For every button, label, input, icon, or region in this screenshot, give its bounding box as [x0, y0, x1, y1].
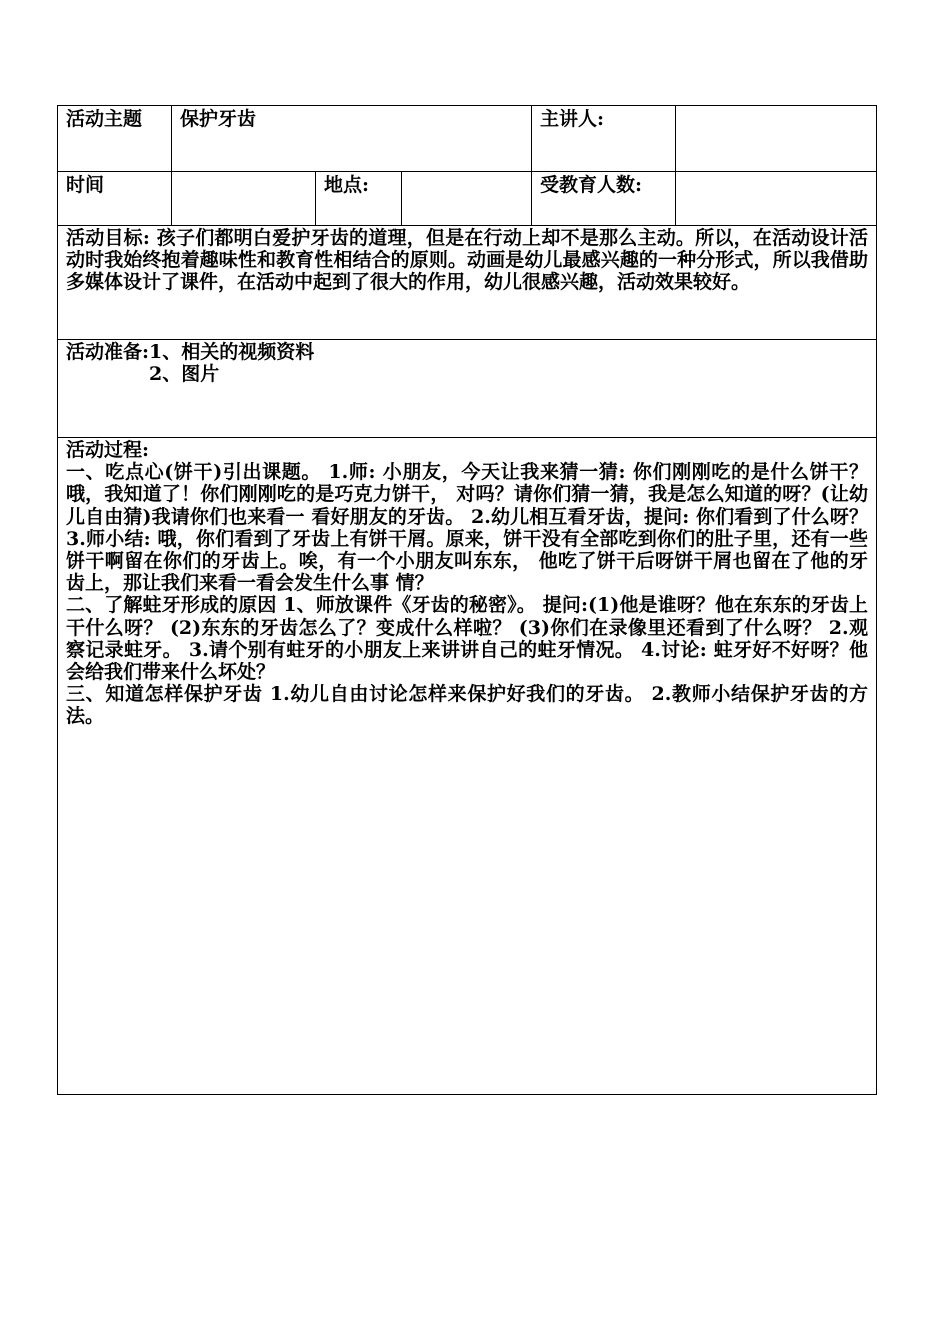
goal-text: 活动目标: 孩子们都明白爱护牙齿的道理，但是在行动上却不是那么主动。所以，在活动设计活动时我始终抱着趣味性和教育性相结合的原则。动画是幼儿最感兴趣的一种分形式，所以我借助多媒体设计了课件，在活动中起到了很大的作用，幼儿很感兴趣，活动效果较好。	[66, 227, 868, 294]
topic-value-cell	[172, 106, 532, 172]
audience-value-cell	[676, 172, 876, 226]
preparation-item: 2、图片	[149, 363, 220, 386]
location-label-cell	[316, 172, 402, 226]
process-step-2: 二、了解蛀牙形成的原因 1、师放课件《牙齿的秘密》。 提问:(1)他是谁呀？他在东东的牙齿上干什么呀？ (2)东东的牙齿怎么了？变成什么样啦？ (3)你们在录像里还看到了什么呀？ 2.观察记录蛀牙。 3.请个别有蛀牙的小朋友上来讲讲自己的蛀牙情况。 4.讨论: 蛀牙好不好呀？他会给我们带来什么坏处？	[66, 594, 868, 684]
speaker-value-cell	[676, 106, 876, 172]
process-step-1: 一、吃点心(饼干)引出课题。 1.师: 小朋友，今天让我来猜一猜: 你们刚刚吃的是什么饼干？ 哦，我知道了！你们刚刚吃的是巧克力饼干， 对吗？请你们猜一猜，我是怎么知道的呀？(让幼儿自由猜)我请你们也来看一 看好朋友的牙齿。 2.幼儿相互看牙齿，提问: 你们看到了什么呀？ 3.师小结: 哦，你们看到了牙齿上有饼干屑。原来，饼干没有全部吃到你们的肚子里，还有一些饼干啊留在你们的牙齿上。唉，有一个小朋友叫东东， 他吃了饼干后呀饼干屑也留在了他的牙齿上，那让我们来看一看会发生什么事 情？	[66, 461, 868, 595]
time-label-cell	[58, 172, 172, 226]
process-section	[58, 438, 876, 1094]
preparation-item: 1、相关的视频资料	[149, 341, 315, 363]
audience-label: 受教育人数:	[540, 174, 643, 196]
process-step-3: 三、知道怎样保护牙齿 1.幼儿自由讨论怎样来保护好我们的牙齿。 2.教师小结保护牙齿的方法。	[66, 683, 868, 728]
topic-label: 活动主题	[66, 108, 143, 130]
process-title: 活动过程:	[66, 439, 150, 461]
preparation-label: 活动准备:	[66, 341, 150, 363]
activity-plan-table	[57, 105, 877, 1095]
topic-label-cell	[58, 106, 172, 172]
audience-label-cell	[532, 172, 676, 226]
topic-value: 保护牙齿	[180, 108, 257, 130]
speaker-label-cell	[532, 106, 676, 172]
speaker-label: 主讲人:	[540, 108, 605, 130]
time-label: 时间	[66, 174, 105, 196]
preparation-section	[58, 340, 876, 438]
location-label: 地点:	[324, 174, 370, 196]
location-value-cell	[402, 172, 532, 226]
goal-section	[58, 226, 876, 340]
time-value-cell	[172, 172, 316, 226]
